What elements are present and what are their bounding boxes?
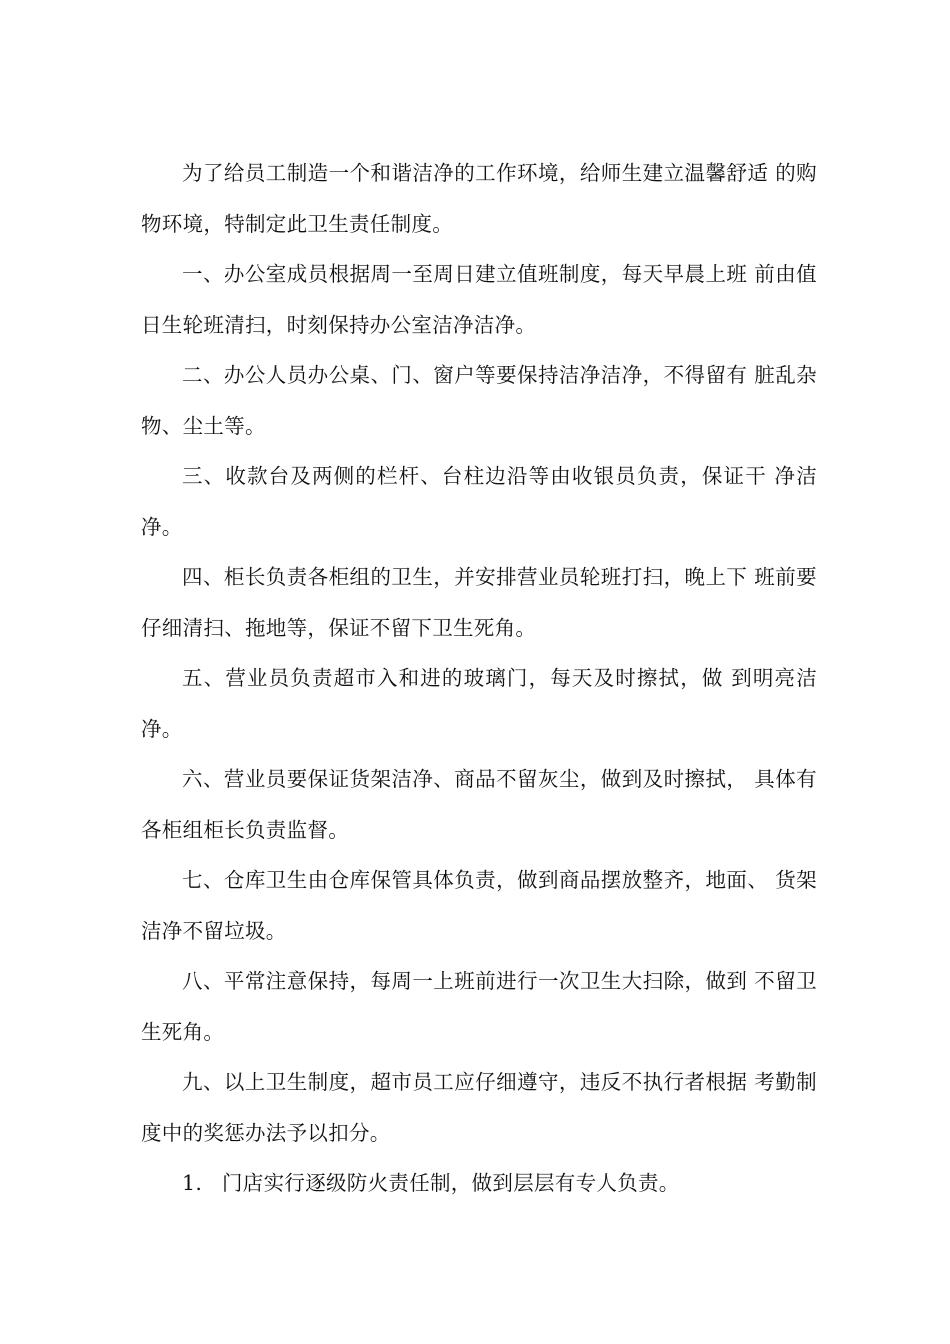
numbered-list-item: [141, 1158, 817, 1209]
rule-paragraph-1: 一、办公室成员根据周一至周日建立值班制度，每天早晨上班 前由值日生轮班清扫，时刻保持办公室洁净洁净。: [141, 262, 817, 337]
list-item-number: 1.: [182, 1171, 203, 1195]
rule-paragraph-4: 四、柜长负责各柜组的卫生，并安排营业员轮班打扫，晚上下 班前要仔细清扫、拖地等，保证不留下卫生死角。: [141, 565, 817, 640]
list-item-text: 门店实行逐级防火责任制，做到层层有专人负责。: [222, 1171, 680, 1195]
rule-paragraph-2: 二、办公人员办公桌、门、窗户等要保持洁净洁净，不得留有 脏乱杂物、尘土等。: [141, 363, 817, 438]
rule-paragraph-6: 六、营业员要保证货架洁净、商品不留灰尘，做到及时擦拭， 具体有各柜组柜长负责监督。: [141, 767, 817, 842]
rule-paragraph-5: 五、营业员负责超市入和进的玻璃门，每天及时擦拭，做 到明亮洁净。: [141, 666, 817, 741]
intro-paragraph: 为了给员工制造一个和谐洁净的工作环境，给师生建立温馨舒适 的购物环境，特制定此卫生责任制度。: [141, 161, 817, 236]
rule-paragraph-8: 八、平常注意保持，每周一上班前进行一次卫生大扫除，做到 不留卫生死角。: [141, 969, 817, 1044]
rule-paragraph-7: 七、仓库卫生由仓库保管具体负责，做到商品摆放整齐，地面、 货架洁净不留垃圾。: [141, 868, 817, 943]
rule-paragraph-3: 三、收款台及两侧的栏杆、台柱边沿等由收银员负责，保证干 净洁净。: [141, 464, 817, 539]
document-body: [141, 148, 817, 1209]
rule-paragraph-9: 九、以上卫生制度，超市员工应仔细遵守，违反不执行者根据 考勤制度中的奖惩办法予以扣分。: [141, 1070, 817, 1145]
